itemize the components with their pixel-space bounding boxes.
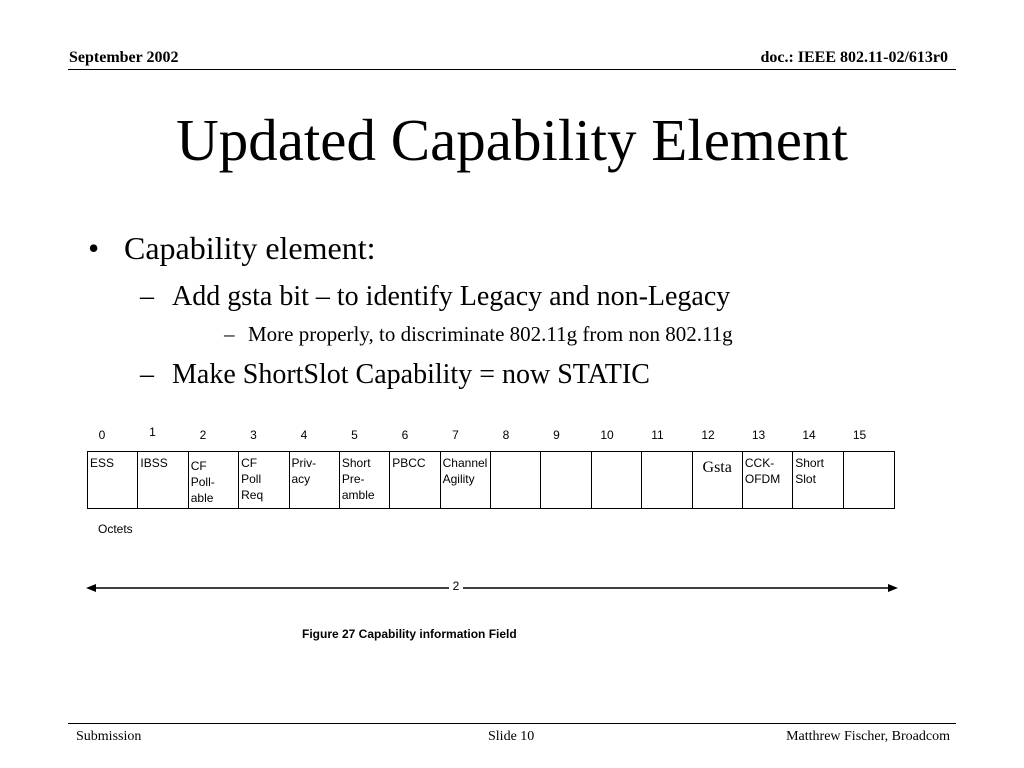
footer-rule (68, 723, 956, 724)
bit-field-cell: Gsta (693, 452, 743, 508)
bit-field-cell: CCK- OFDM (743, 452, 793, 508)
bit-number: 10 (600, 428, 614, 442)
length-arrow (84, 578, 900, 598)
bullet-mark: – (140, 359, 154, 390)
bit-field-cell: IBSS (138, 452, 188, 508)
bit-field-cell (844, 452, 894, 508)
slide-title: Updated Capability Element (176, 107, 848, 173)
bit-field-cell: PBCC (390, 452, 440, 508)
bit-field-cell: Short Slot (793, 452, 843, 508)
bit-number: 8 (502, 428, 510, 442)
bullet-text: Capability element: (124, 230, 376, 266)
bit-number: 14 (802, 428, 816, 442)
bullet-mark: – (224, 322, 235, 346)
header-date: September 2002 (69, 49, 179, 66)
bit-number: 1 (149, 425, 156, 439)
bullet-level2 (140, 280, 730, 314)
bit-field-cell (541, 452, 591, 508)
bullet-text: Make ShortSlot Capability = now STATIC (172, 359, 650, 390)
bit-number: 3 (250, 428, 257, 442)
octets-label: Octets (98, 522, 133, 536)
bit-field-cell (491, 452, 541, 508)
figure-caption: Figure 27 Capability information Field (302, 627, 517, 641)
footer-author: Matthrew Fischer, Broadcom (786, 729, 950, 744)
bit-field-cell: ESS (88, 452, 138, 508)
header-rule (68, 69, 956, 70)
bullet-level1 (88, 226, 375, 270)
bit-number: 4 (300, 428, 308, 442)
bit-number: 2 (199, 428, 207, 442)
header-doc-id: doc.: IEEE 802.11-02/613r0 (760, 49, 948, 66)
bit-number: 12 (701, 428, 715, 442)
footer-submission: Submission (76, 729, 142, 744)
bit-number: 6 (401, 428, 409, 442)
length-label: 2 (449, 579, 463, 593)
bit-field-cell: Short Pre- amble (340, 452, 390, 508)
capability-bit-field (87, 451, 895, 509)
bit-field-cell: Channel Agility (441, 452, 491, 508)
bit-number: 5 (351, 428, 358, 442)
bit-number: 13 (751, 428, 766, 442)
bit-number: 9 (553, 428, 560, 442)
bullet-mark: – (140, 281, 154, 312)
bit-field-cell: CF Poll- able (189, 452, 239, 508)
bullet-level3 (224, 320, 733, 348)
bit-field-cell: Priv- acy (290, 452, 340, 508)
bit-field-cell (592, 452, 642, 508)
bit-number: 15 (852, 428, 867, 442)
bullet-text: Add gsta bit – to identify Legacy and non-Legacy (172, 281, 731, 312)
bullet-mark: • (88, 230, 100, 266)
bit-field-cell: CF Poll Req (239, 452, 289, 508)
bit-number: 11 (651, 428, 664, 442)
bit-number: 7 (452, 428, 459, 442)
footer-slide-number: Slide 10 (488, 729, 535, 744)
bullet-text: More properly, to discriminate 802.11g from non 802.11g (248, 322, 733, 346)
bullet-level2 (140, 358, 650, 392)
bit-field-cell (642, 452, 692, 508)
bit-number: 0 (98, 428, 106, 442)
